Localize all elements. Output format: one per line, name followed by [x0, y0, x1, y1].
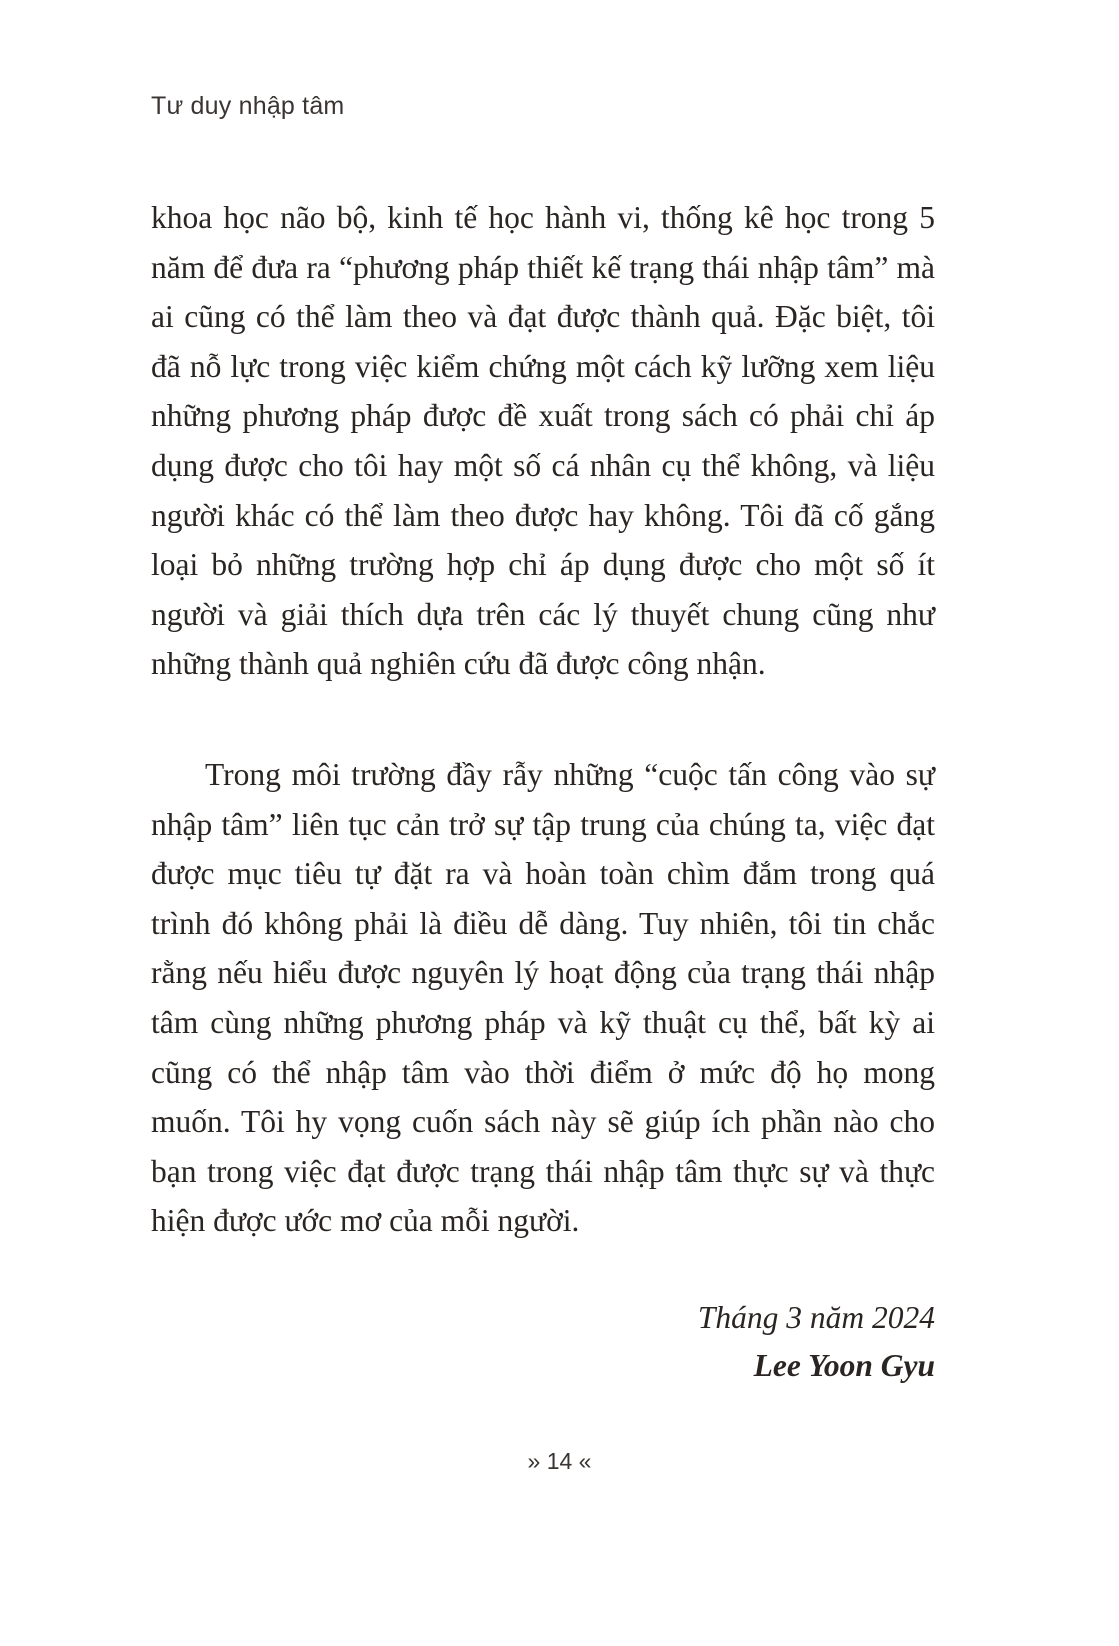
- signature-author: Lee Yoon Gyu: [753, 1348, 935, 1383]
- page-number: » 14 «: [527, 1448, 592, 1474]
- body-paragraph-1: khoa học não bộ, kinh tế học hành vi, thống kê học trong 5 năm để đưa ra “phương pháp thiết kế trạng thái nhập tâm” mà ai cũng có thể làm theo và đạt được thành quả. Đặc biệt, tôi đã nỗ lực trong việc kiểm chứng một cách kỹ lưỡng xem liệu những phương pháp được đề xuất trong sách có phải chỉ áp dụng được cho tôi hay một số cá nhân cụ thể không, và liệu người khác có thể làm theo được hay không. Tôi đã cố gắng loại bỏ những trường hợp chỉ áp dụng được cho một số ít người và giải thích dựa trên các lý thuyết chung cũng như những thành quả nghiên cứu đã được công nhận.: [151, 200, 935, 682]
- signature-date: Tháng 3 năm 2024: [697, 1300, 935, 1335]
- running-header-title: Tư duy nhập tâm: [151, 92, 345, 120]
- body-paragraph-2: Trong môi trường đầy rẫy những “cuộc tấn công vào sự nhập tâm” liên tục cản trở sự tập trung của chúng ta, việc đạt được mục tiêu tự đặt ra và hoàn toàn chìm đắm trong quá trình đó không phải là điều dễ dàng. Tuy nhiên, tôi tin chắc rằng nếu hiểu được nguyên lý hoạt động của trạng thái nhập tâm cùng những phương pháp và kỹ thuật cụ thể, bất kỳ ai cũng có thể nhập tâm vào thời điểm ở mức độ họ mong muốn. Tôi hy vọng cuốn sách này sẽ giúp ích phần nào cho bạn trong việc đạt được trạng thái nhập tâm thực sự và thực hiện được ước mơ của mỗi người.: [151, 757, 935, 1239]
